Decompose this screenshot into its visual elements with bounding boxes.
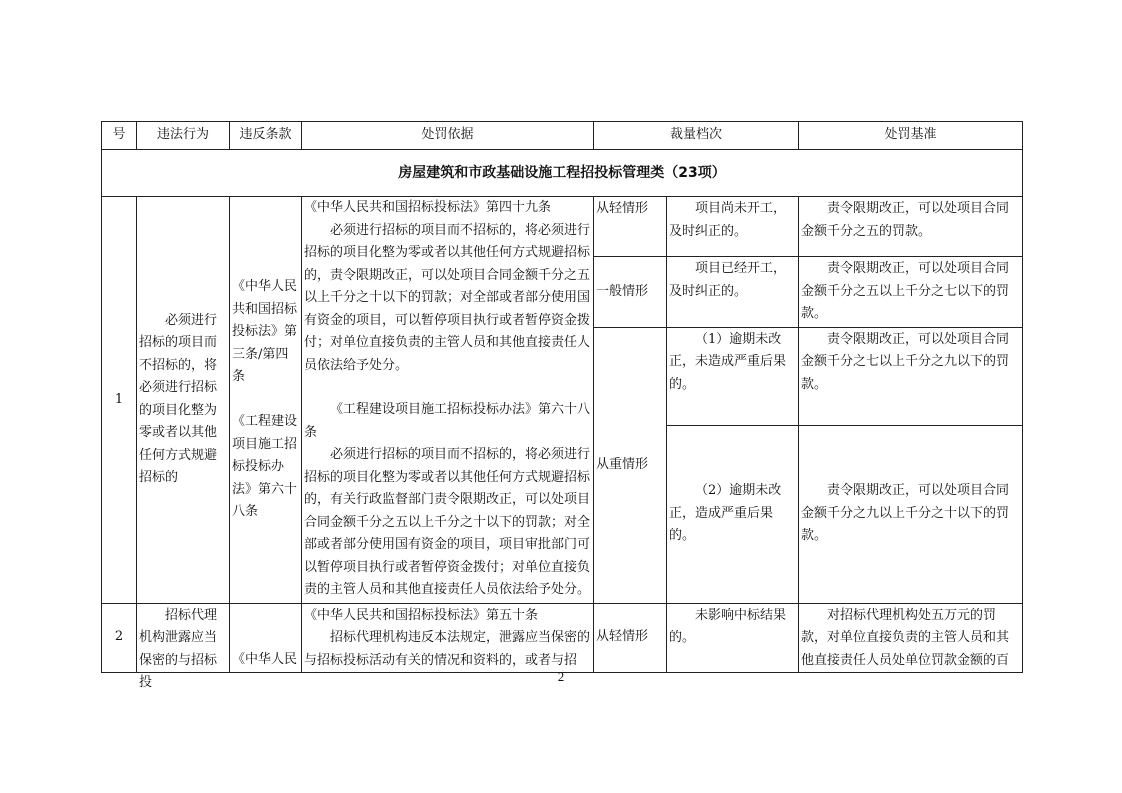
table-row [102, 603, 1023, 672]
basis-measure-body: 必须进行招标的项目而不招标的，将必须进行招标的项目化整为零或者以其他任何方式规避招标的，有关行政监督部门责令限期改正，可以处项目合同金额千分之五以上千分之十以下的罚款；对全部或者部分使用国有资金的项目，项目审批部门可以暂停项目执行或者暂停资金拨付；对单位直接负责的主管人员和其他直接责任人员依法给予处分。 [304, 447, 591, 597]
basis-measure-title: 《工程建设项目施工招标投标办法》第六十八条 [304, 402, 591, 440]
row-basis [302, 197, 594, 604]
table-row [102, 197, 1023, 257]
grade-light: 从轻情形 [594, 197, 667, 257]
std-light: 责令限期改正，可以处项目合同金额千分之五的罚款。 [799, 197, 1023, 257]
std-general: 责令限期改正，可以处项目合同金额千分之五以上千分之七以下的罚款。 [799, 257, 1023, 328]
basis-law-body: 必须进行招标的项目而不招标的，将必须进行招标的项目化整为零或者以其他任何方式规避招标的，责令限期改正，可以处项目合同金额千分之五以上千分之十以下的罚款；对全部或者部分使用国有资金的项目，可以暂停项目执行或者暂停资金拨付；对单位直接负责的主管人员和其他直接责任人员依法给予处分。 [304, 222, 591, 373]
std-heavy-1: 责令限期改正，可以处项目合同金额千分之七以上千分之九以下的罚款。 [799, 327, 1023, 425]
header-no: 号 [102, 122, 137, 150]
basis-law-body: 招标代理机构违反本法规定，泄露应当保密的与招标投标活动有关的情况和资料的，或者与招 [304, 630, 591, 668]
header-standard: 处罚基准 [799, 122, 1023, 150]
basis-law-title: 《中华人民共和国招标投标法》第四十九条 [304, 200, 552, 215]
row-no: 1 [102, 197, 137, 604]
row-clause: 《中华人民 [230, 603, 302, 672]
grade-general: 一般情形 [594, 257, 667, 328]
std-light: 对招标代理机构处五万元的罚款，对单位直接负责的主管人员和其他直接责任人员处单位罚款金额的百 [799, 603, 1023, 672]
cond-light: 未影响中标结果的。 [667, 603, 799, 672]
penalty-table [101, 121, 1023, 690]
header-clause: 违反条款 [230, 122, 302, 150]
table-header-row [102, 122, 1023, 150]
section-row [102, 150, 1023, 197]
page-number: 2 [557, 669, 565, 684]
row-act: 必须进行招标的项目而不招标的，将必须进行招标的项目化整为零或者以其他任何方式规避招标的 [137, 197, 230, 604]
header-basis: 处罚依据 [302, 122, 594, 150]
grade-heavy: 从重情形 [594, 327, 667, 603]
section-title: 房屋建筑和市政基础设施工程招投标管理类（23项） [102, 150, 1023, 197]
row-clause: 《中华人民共和国招标投标法》第三条/第四条 《工程建设项目施工招标投标办法》第六十八条 [230, 197, 302, 604]
header-grade: 裁量档次 [594, 122, 799, 150]
cond-heavy-2: （2）逾期未改正，造成严重后果的。 [667, 425, 799, 603]
cond-light: 项目尚未开工，及时纠正的。 [667, 197, 799, 257]
row-act: 招标代理机构泄露应当保密的与招标投 [137, 603, 230, 672]
row-no: 2 [102, 603, 137, 672]
basis-law-title: 《中华人民共和国招标投标法》第五十条 [304, 607, 539, 623]
std-heavy-2: 责令限期改正，可以处项目合同金额千分之九以上千分之十以下的罚款。 [799, 425, 1023, 603]
cond-heavy-1: （1）逾期未改正，未造成严重后果的。 [667, 327, 799, 425]
cond-general: 项目已经开工，及时纠正的。 [667, 257, 799, 328]
grade-light: 从轻情形 [594, 603, 667, 672]
row-basis [302, 603, 594, 672]
header-act: 违法行为 [137, 122, 230, 150]
